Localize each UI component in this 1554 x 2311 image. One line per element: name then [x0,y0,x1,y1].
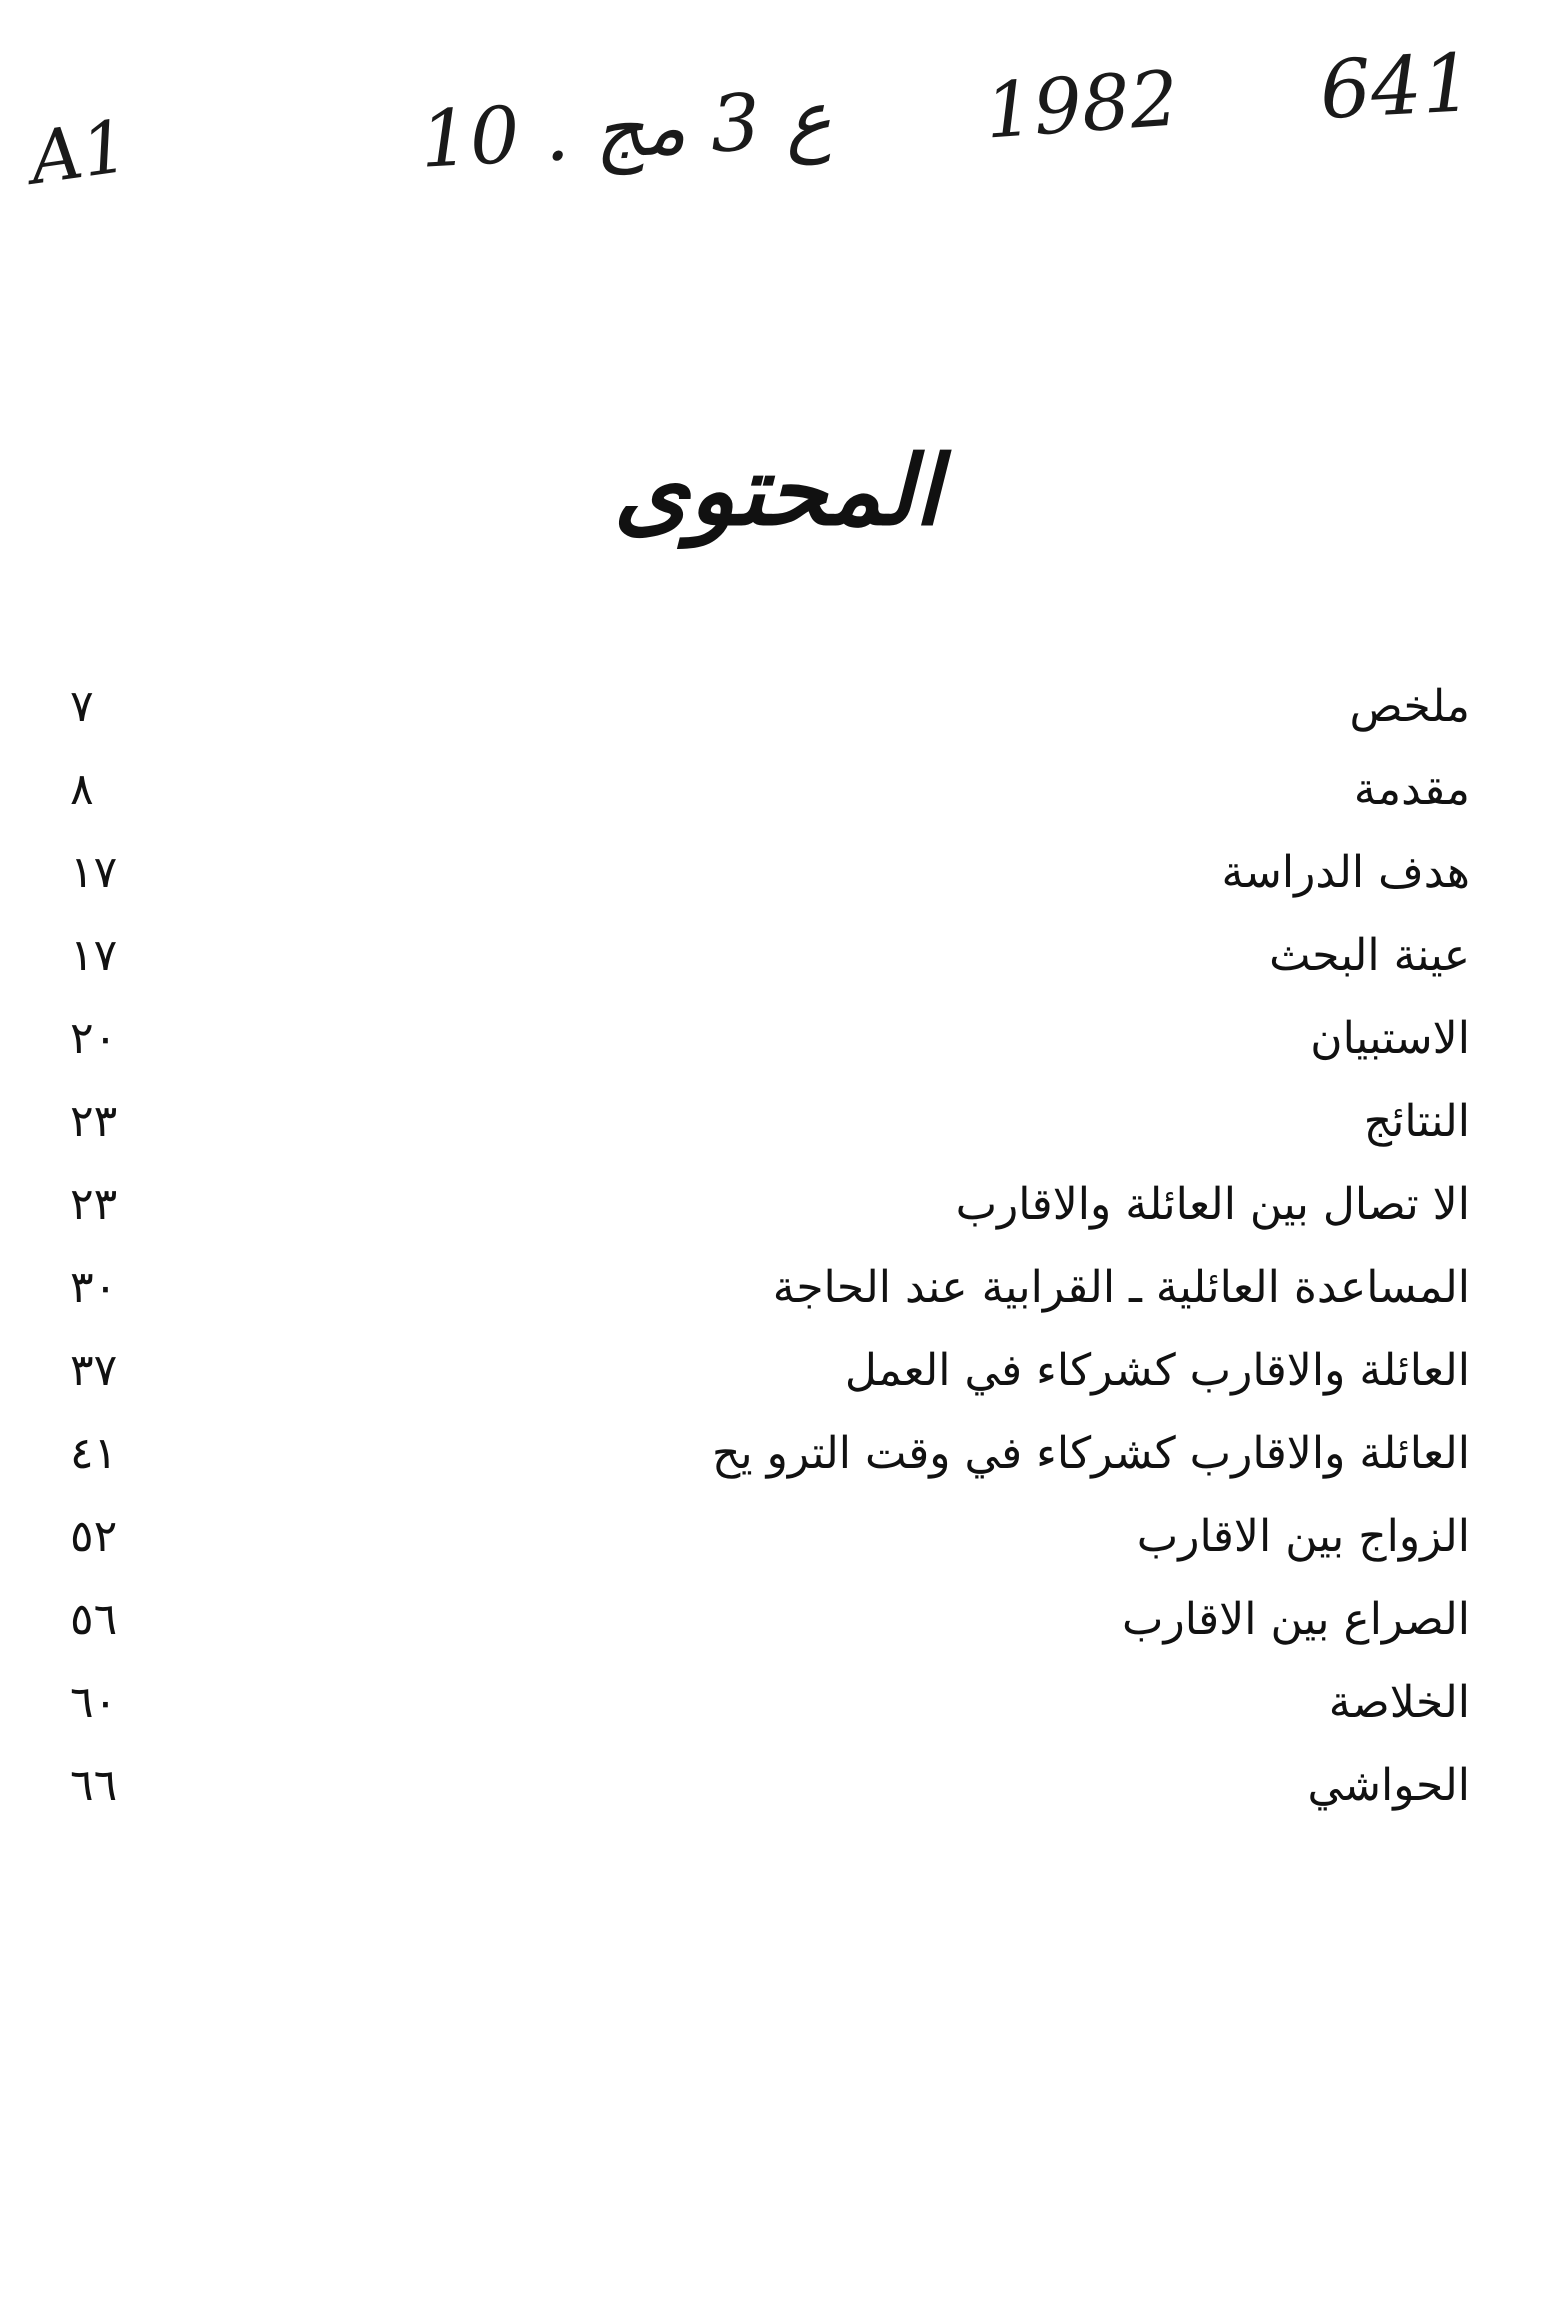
toc-entry-page-number: ٣٠ [70,1262,118,1313]
handwritten-number: 641 [1317,36,1476,137]
toc-entry [70,1744,1470,1827]
toc-entry-page-number: ٤١ [70,1428,118,1479]
toc-entry-title: النتائج [1363,1096,1470,1147]
toc-entry-page-number: ٥٢ [70,1511,118,1562]
toc-entry [70,1661,1470,1744]
toc-entry-title: ملخص [1349,681,1470,732]
toc-entry-page-number: ٣٧ [70,1345,118,1396]
toc-entry-page-number: ١٧ [70,930,118,981]
toc-entry [70,1080,1470,1163]
toc-entry-title: هدف الدراسة [1221,847,1470,898]
toc-entry [70,665,1470,748]
toc-entry [70,831,1470,914]
toc-entry-page-number: ٧ [70,681,94,732]
toc-entry-title: الاستبيان [1310,1013,1470,1064]
toc-entry [70,1246,1470,1329]
toc-entry [70,1495,1470,1578]
toc-entry [70,997,1470,1080]
handwritten-code-left: A1 [24,103,134,201]
handwritten-year: 1982 [982,53,1182,156]
toc-entry-title: الحواشي [1307,1760,1470,1811]
toc-entry-title: العائلة والاقارب كشركاء في وقت الترو يح [711,1428,1470,1479]
toc-entry [70,1578,1470,1661]
toc-entry-title: عينة البحث [1269,930,1470,981]
toc-entry-page-number: ١٧ [70,847,118,898]
toc-entry [70,1412,1470,1495]
toc-entry-page-number: ٢٣ [70,1179,118,1230]
toc-entry-page-number: ٢٣ [70,1096,118,1147]
toc-entry-page-number: ٨ [70,764,94,815]
toc-entry-title: الصراع بين الاقارب [1122,1594,1470,1645]
toc-entry-title: مقدمة [1353,764,1470,815]
toc-entry-title: الا تصال بين العائلة والاقارب [955,1179,1470,1230]
toc-entry-page-number: ٢٠ [70,1013,118,1064]
toc-entry-page-number: ٦٦ [70,1760,118,1811]
page-title: المحتوى [613,434,941,548]
table-of-contents [70,665,1470,1827]
toc-entry [70,1329,1470,1412]
handwritten-volume-issue: 10 . ع 3 مج [417,74,834,186]
toc-entry [70,748,1470,831]
toc-entry-page-number: ٥٦ [70,1594,118,1645]
toc-entry-page-number: ٦٠ [70,1677,118,1728]
toc-entry [70,1163,1470,1246]
toc-entry-title: الزواج بين الاقارب [1136,1511,1470,1562]
toc-entry-title: الخلاصة [1328,1677,1470,1728]
toc-entry-title: العائلة والاقارب كشركاء في العمل [844,1345,1470,1396]
toc-entry-title: المساعدة العائلية ـ القرابية عند الحاجة [772,1262,1470,1313]
toc-entry [70,914,1470,997]
